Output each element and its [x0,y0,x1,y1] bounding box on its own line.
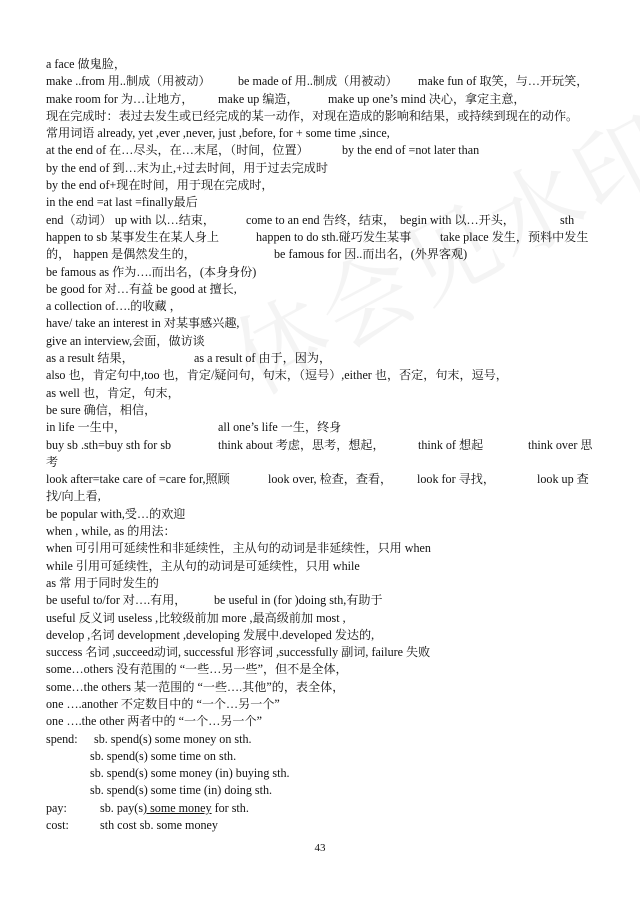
text-segment: be famous for 因..而出名，(外界客观) [274,247,468,262]
text-line: in the end =at last =finally最后 [46,195,198,210]
text-line: 常用词语 already, yet ,ever ,never, just ,before, for + some time ,since, [46,126,390,141]
text-segment: look over, 检查，查看， [268,472,393,487]
text-line [46,229,598,246]
text-segment: end（动词） up with 以…结束， [46,212,215,227]
text-line: sb. spend(s) some money (in) buying sth. [90,766,290,781]
text-line: by the end of 到…末为止,+过去时间，用于过去完成时 [46,160,328,175]
text-segment: happen to do sth.碰巧发生某事 [256,229,412,244]
document-body [46,56,598,834]
text-segment: think over 思 [528,437,593,452]
text-line: have/ take an interest in 对某事感兴趣, [46,316,240,331]
text-line [46,246,598,263]
text-line: give an interview,会面，做访谈 [46,333,205,348]
text-segment: think of 想起 [418,437,484,452]
text-segment: make ..from 用..制成（用被动） [46,74,211,89]
entry-label: spend: [46,731,78,746]
entry-text: for sth. [211,800,249,815]
text-line: a collection of….的收藏 ， [46,299,182,314]
text-segment: make up 编造， [218,91,299,106]
text-line: also 也，肯定句中,too 也，肯定/疑问句，句末，（逗号）,either 也，否定，句末，逗号， [46,368,508,383]
entry-text: sb. spend(s) some money on sth. [94,731,252,746]
text-line: sb. spend(s) some time (in) doing sth. [90,783,273,798]
text-line: success 名词 ,succeed动词, successful 形容词 ,successfully 副词, failure 失败 [46,645,431,660]
text-segment: as a result 结果， [46,351,134,366]
text-segment: happen to sb 某事发生在某人身上 [46,229,219,244]
entry-label: pay: [46,800,67,815]
text-line: as well 也，肯定，句末， [46,385,180,400]
text-line: one ….the other 两者中的 “一个…另一个” [46,714,262,729]
text-line [46,471,598,488]
text-line [46,437,598,454]
text-segment: make up one’s mind 决心，拿定主意， [328,91,526,106]
text-segment: look after=take care of =care for,照顾 [46,472,230,487]
text-line: a face 做鬼脸， [46,57,126,71]
text-segment: be useful to/for 对….有用， [46,593,187,608]
text-line: while 引用可延续性，主从句的动词是可延续性，只用 while [46,558,360,573]
text-segment: in life 一生中， [46,420,126,435]
text-line: when , while, as 的用法： [46,524,176,539]
text-line: as 常 用于同时发生的 [46,575,159,590]
text-segment: by the end of =not later than [342,143,480,158]
text-segment: take place 发生，预料中发生 [440,229,589,244]
text-segment: look for 寻找， [417,472,495,487]
text-segment: buy sb .sth=buy sth for sb [46,437,172,452]
text-segment: sth [560,212,575,227]
text-line: be good for 对…有益 be good at 擅长, [46,281,237,296]
text-segment: be useful in (for )doing sth,有助于 [214,593,383,608]
text-line: develop ,名词 development ,developing 发展中.developed 发达的, [46,627,375,642]
text-line: some…others 没有范围的 “一些…另一些”，但不是全体， [46,662,348,677]
text-segment: as a result of 由于，因为， [194,351,332,366]
text-segment: come to an end 告终，结束， [246,212,396,227]
text-line [46,817,598,834]
text-line: 现在完成时：表过去发生或已经完成的某一动作，对现在造成的影响和结果，或持续到现在的动作。 [46,108,579,123]
text-line: 考 [46,454,59,469]
text-segment: 的， happen 是偶然发生的， [46,247,196,262]
text-line: be famous as 作为….而出名，(本身身份) [46,264,257,279]
text-segment: make fun of 取笑，与…开玩笑， [418,74,589,89]
text-line [46,91,598,108]
text-line: by the end of+现在时间，用于现在完成时， [46,178,274,193]
text-line [46,731,598,748]
text-line: one ….another 不定数目中的 “一个…另一个” [46,696,280,711]
text-line: 找/向上看, [46,489,101,504]
text-line: be sure 确信，相信， [46,402,157,417]
text-line: useful 反义词 useless ,比较级前加 more ,最高级前加 most , [46,610,346,625]
text-line: be popular with,受…的欢迎 [46,506,186,521]
text-segment: be made of 用..制成（用被动） [238,74,398,89]
entry-text: sb. pay(s [94,800,144,815]
text-line: when 可引用可延续性和非延续性，主从句的动词是非延续性，只用 when [46,541,431,556]
text-line [46,142,598,159]
text-line [46,592,598,609]
underlined-text: ) some money [143,800,212,815]
text-segment: think about 考虑，思考，想起， [218,437,385,452]
entry-label: cost: [46,818,69,833]
text-line [46,73,598,90]
text-line: some…the others 某一范围的 “一些….其他”的，表全体， [46,679,345,694]
text-segment: look up 查 [537,472,589,487]
text-segment: all one’s life 一生，终身 [218,420,342,435]
entry-text: sth cost sb. some money [94,818,218,833]
text-line [46,350,598,367]
text-line [46,800,598,817]
text-line [46,419,598,436]
text-line [46,212,598,229]
text-segment: at the end of 在…尽头，在…末尾，（时间，位置） [46,143,309,158]
text-segment: begin with 以…开头， [400,212,515,227]
text-line: sb. spend(s) some time on sth. [90,748,237,763]
text-segment: make room for 为…让地方， [46,91,194,106]
page-number: 43 [314,842,326,854]
